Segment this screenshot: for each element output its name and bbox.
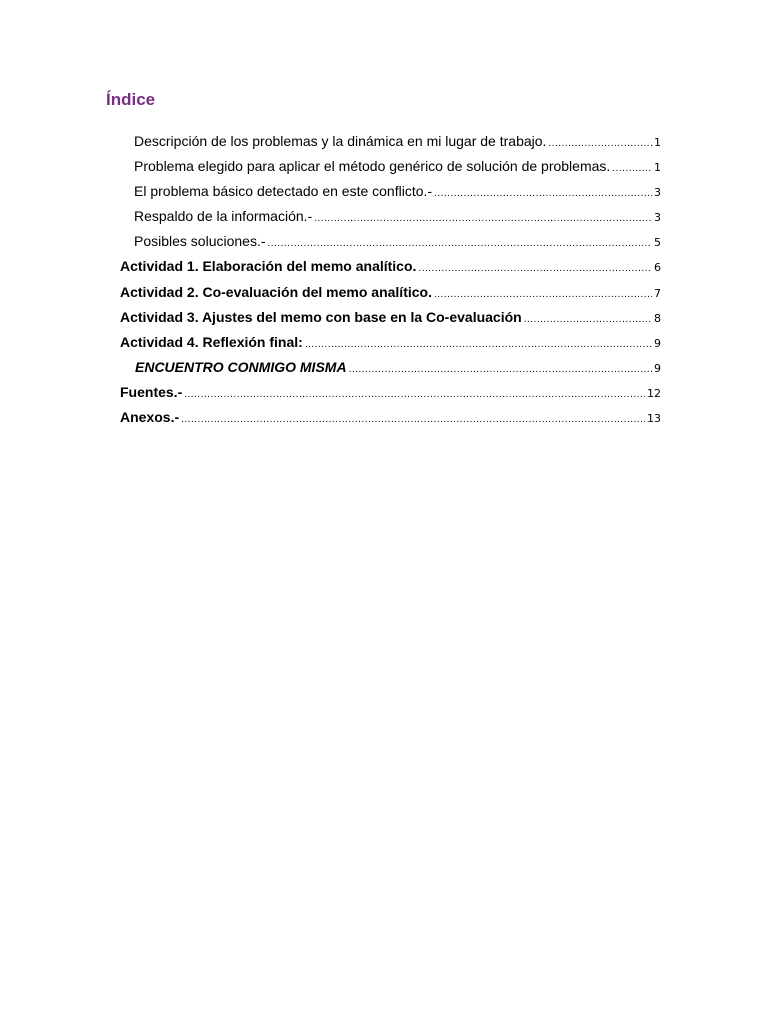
toc-page-number: 3 xyxy=(654,211,661,224)
toc-entry-text: Actividad 4. Reflexión final: xyxy=(120,334,303,350)
dot-leader xyxy=(548,134,652,154)
toc-page-number: 6 xyxy=(654,261,661,274)
toc-entry[interactable] xyxy=(120,307,661,327)
dot-leader xyxy=(314,209,652,229)
toc-page-number: 9 xyxy=(654,362,661,375)
toc-entry[interactable] xyxy=(120,382,661,402)
toc-entry[interactable] xyxy=(134,131,661,151)
dot-leader xyxy=(181,410,645,430)
toc-entry[interactable] xyxy=(134,231,661,251)
toc-page-number: 7 xyxy=(654,287,661,300)
toc-title: Índice xyxy=(106,90,156,109)
toc-entry[interactable] xyxy=(120,256,661,276)
toc-entry-text: ENCUENTRO CONMIGO MISMA xyxy=(135,359,347,375)
toc-entry-text: El problema básico detectado en este conflicto.- xyxy=(134,183,433,199)
toc-entry-text: Respaldo de la información.- xyxy=(134,208,313,224)
toc-entry[interactable] xyxy=(135,357,661,377)
dot-leader xyxy=(612,159,652,179)
toc-entry-text: Problema elegido para aplicar el método genérico de solución de problemas. xyxy=(134,158,611,174)
toc-entry-text: Actividad 2. Co-evaluación del memo analítico. xyxy=(120,284,432,300)
toc-page-number: 3 xyxy=(654,186,661,199)
dot-leader xyxy=(305,335,652,355)
dot-leader xyxy=(349,360,652,380)
toc-entry[interactable] xyxy=(134,156,661,176)
toc-page-number: 8 xyxy=(654,312,661,325)
toc-page-number: 5 xyxy=(654,236,661,249)
dot-leader xyxy=(184,385,645,405)
toc-page-number: 9 xyxy=(654,337,661,350)
toc-page-number: 1 xyxy=(654,136,661,149)
dot-leader xyxy=(418,259,652,279)
toc-entry-text: Actividad 1. Elaboración del memo analítico. xyxy=(120,258,417,274)
toc-page-number: 1 xyxy=(654,161,661,174)
dot-leader xyxy=(434,184,652,204)
dot-leader xyxy=(268,234,652,254)
toc-page-number: 12 xyxy=(647,387,661,400)
toc-entry-text: Anexos.- xyxy=(120,409,180,425)
toc-entry-text: Actividad 3. Ajustes del memo con base en la Co-evaluación xyxy=(120,309,522,325)
dot-leader xyxy=(434,285,652,305)
toc-entry[interactable] xyxy=(120,332,661,352)
toc-page-number: 13 xyxy=(647,412,661,425)
toc-entry[interactable] xyxy=(134,206,661,226)
toc-entry[interactable] xyxy=(134,181,661,201)
toc-entry-text: Fuentes.- xyxy=(120,384,183,400)
toc-entry-text: Posibles soluciones.- xyxy=(134,233,266,249)
toc-entry[interactable] xyxy=(120,407,661,427)
toc-entry[interactable] xyxy=(120,282,661,302)
dot-leader xyxy=(524,310,652,330)
toc-entry-text: Descripción de los problemas y la dinámica en mi lugar de trabajo. xyxy=(134,133,547,149)
